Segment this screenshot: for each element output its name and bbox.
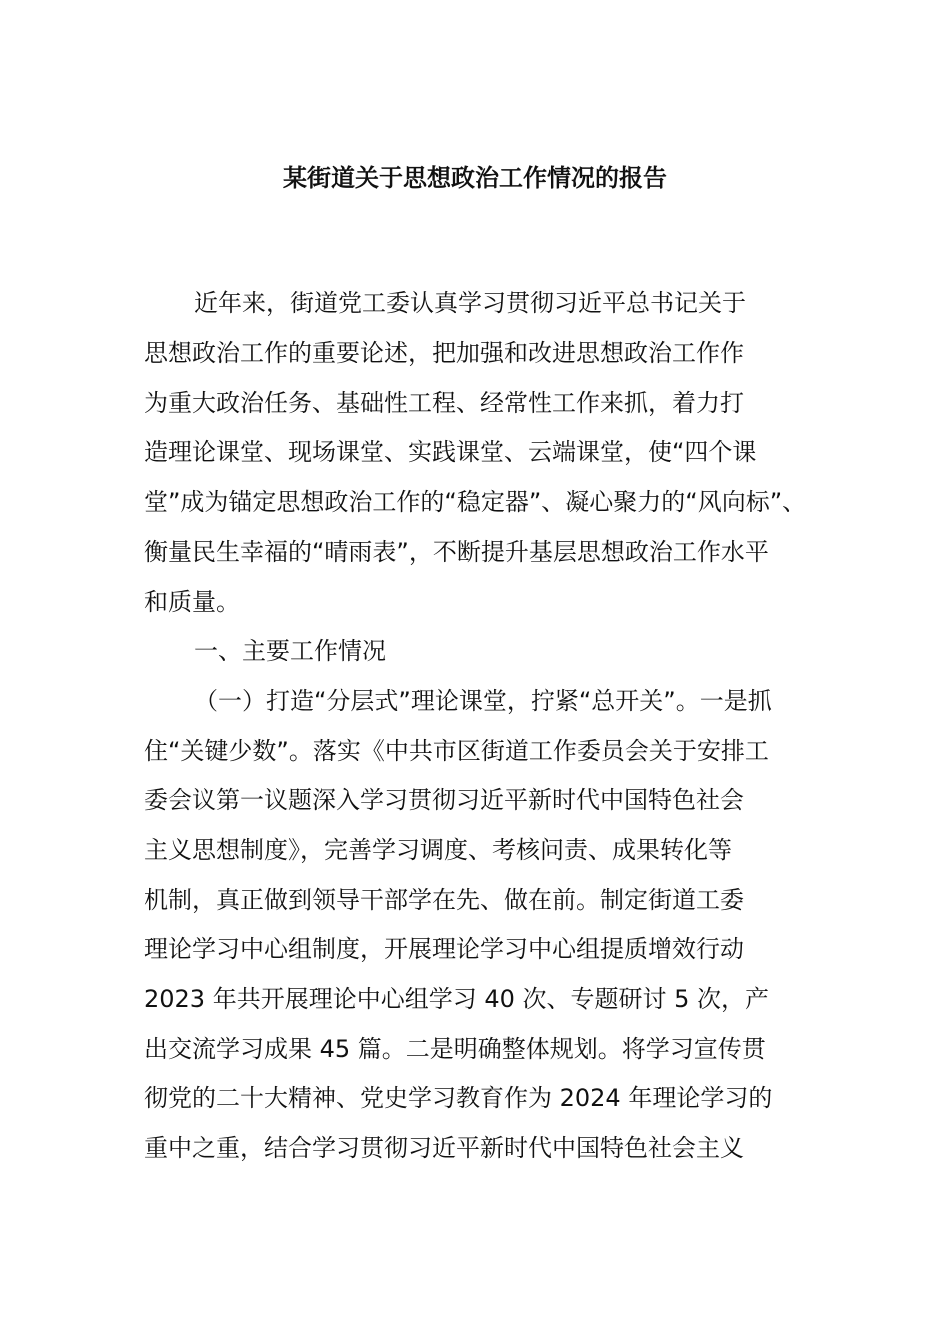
- section-heading: 一、主要工作情况: [194, 637, 386, 665]
- paragraph-line: 出交流学习成果 45 篇。二是明确整体规划。将学习宣传贯: [144, 1035, 766, 1063]
- paragraph-line: 为重大政治任务、基础性工程、经常性工作来抓，着力打: [144, 389, 744, 417]
- paragraph-line: 委会议第一议题深入学习贯彻习近平新时代中国特色社会: [144, 786, 744, 814]
- paragraph-line: 造理论课堂、现场课堂、实践课堂、云端课堂，使“四个课: [144, 438, 757, 466]
- paragraph-line: 2023 年共开展理论中心组学习 40 次、专题研讨 5 次，产: [144, 985, 770, 1013]
- paragraph-line: 和质量。: [144, 588, 240, 616]
- paragraph-line: 近年来，街道党工委认真学习贯彻习近平总书记关于: [194, 289, 746, 317]
- paragraph-line: 重中之重，结合学习贯彻习近平新时代中国特色社会主义: [144, 1134, 744, 1162]
- paragraph-line: 主义思想制度》，完善学习调度、考核问责、成果转化等: [144, 836, 732, 864]
- paragraph-line: 衡量民生幸福的“晴雨表”，不断提升基层思想政治工作水平: [144, 538, 769, 566]
- paragraph-line: 彻党的二十大精神、党史学习教育作为 2024 年理论学习的: [144, 1084, 773, 1112]
- document-title: 某街道关于思想政治工作情况的报告: [283, 164, 667, 192]
- paragraph-line: 理论学习中心组制度，开展理论学习中心组提质增效行动: [144, 935, 744, 963]
- subsection-line: （一）打造“分层式”理论课堂，拧紧“总开关”。一是抓: [194, 687, 772, 715]
- paragraph-line: 机制，真正做到领导干部学在先、做在前。制定街道工委: [144, 886, 744, 914]
- paragraph-line: 思想政治工作的重要论述，把加强和改进思想政治工作作: [144, 339, 744, 367]
- paragraph-line: 堂”成为锚定思想政治工作的“稳定器”、凝心聚力的“风向标”、: [144, 488, 807, 516]
- paragraph-line: 住“关键少数”。落实《中共市区街道工作委员会关于安排工: [144, 737, 769, 765]
